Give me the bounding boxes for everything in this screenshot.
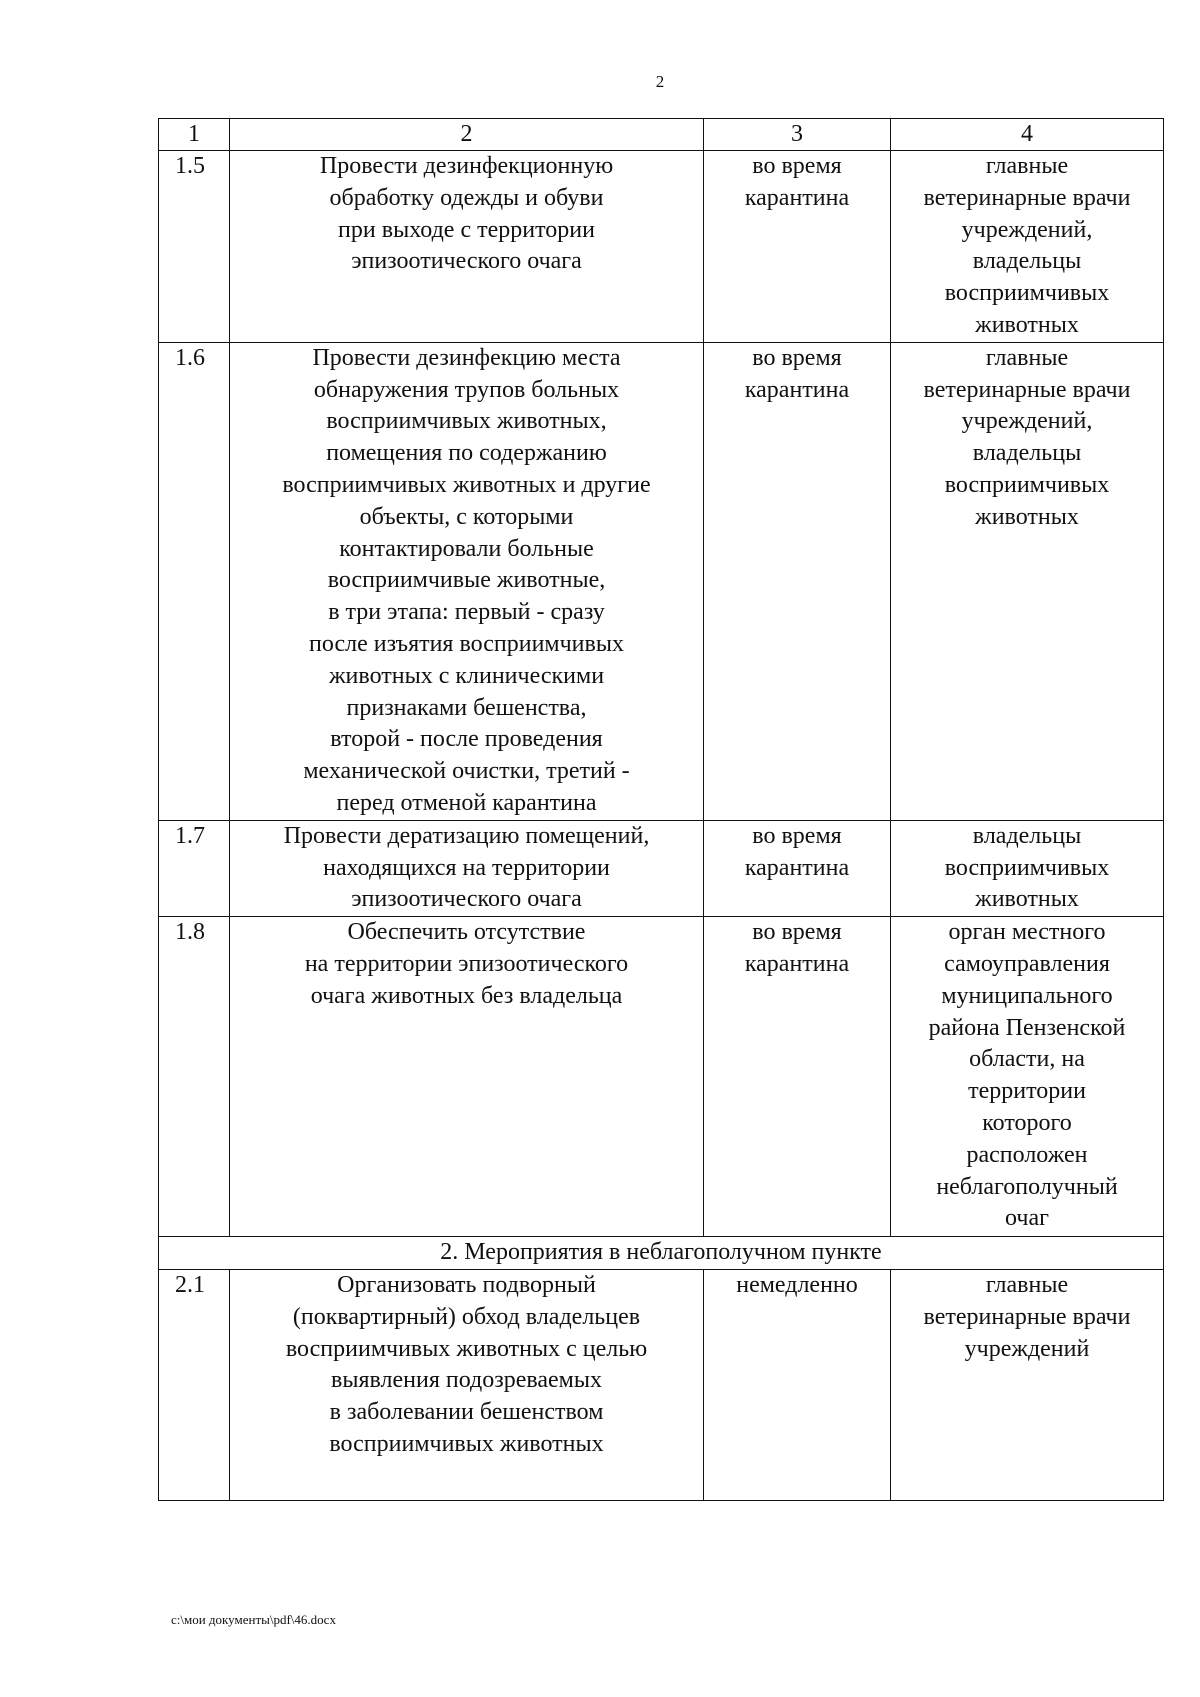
action-line: эпизоотического очага (351, 248, 582, 275)
term-line: карантина (744, 950, 850, 977)
responsible-line: восприимчивых (944, 854, 1110, 881)
term-cell (704, 917, 891, 1237)
action-line: помещения по содержанию (326, 440, 607, 467)
responsible-line: владельцы (972, 248, 1082, 275)
action-line: в три этапа: первый - сразу (328, 599, 605, 626)
action-line: животных с клиническими (328, 662, 605, 689)
action-line: признаками бешенства, (346, 694, 587, 721)
row-number: 1.6 (159, 342, 230, 820)
action-line: в заболевании бешенством (329, 1399, 604, 1426)
action-line: на территории эпизоотического (304, 950, 629, 977)
responsible-line: главные (985, 1271, 1069, 1298)
header-col-3: 3 (704, 119, 891, 151)
header-col-2: 2 (230, 119, 704, 151)
term-cell (704, 151, 891, 343)
action-line: восприимчивые животные, (327, 567, 606, 594)
responsible-cell (891, 917, 1164, 1237)
responsible-line: самоуправления (944, 950, 1110, 977)
responsible-line: животных (975, 886, 1079, 913)
responsible-line: которого (982, 1109, 1072, 1136)
measures-table (158, 118, 1164, 1501)
responsible-line: ветеринарные врачи (923, 1303, 1131, 1330)
header-col-1: 1 (159, 119, 230, 151)
section-2-title: 2. Мероприятия в неблагополучном пункте (159, 1237, 1164, 1270)
action-line: после изъятия восприимчивых (309, 630, 624, 657)
term-line: карантина (744, 184, 850, 211)
section-heading-row (159, 1237, 1164, 1270)
responsible-line: животных (975, 311, 1079, 338)
term-line: немедленно (736, 1271, 858, 1298)
table-header-row (159, 119, 1164, 151)
action-line: контактировали больные (339, 535, 594, 562)
action-cell (230, 342, 704, 820)
action-line: перед отменой карантина (336, 789, 597, 816)
responsible-cell (891, 342, 1164, 820)
responsible-cell (891, 820, 1164, 916)
term-line: во время (752, 153, 842, 179)
responsible-line: учреждений, (961, 408, 1093, 435)
action-line: восприимчивых животных и другие (282, 471, 651, 498)
action-line: Провести дезинфекционную (319, 153, 614, 179)
responsible-line: территории (968, 1078, 1086, 1105)
action-line: эпизоотического очага (351, 886, 582, 913)
action-line: восприимчивых животных с целью (285, 1335, 648, 1362)
responsible-line: восприимчивых (944, 280, 1110, 307)
term-line: карантина (744, 854, 850, 881)
row-number: 2.1 (159, 1269, 230, 1500)
responsible-line: учреждений (964, 1335, 1090, 1362)
action-cell (230, 151, 704, 343)
responsible-line: неблагополучный (936, 1173, 1118, 1200)
action-line: (поквартирный) обход владельцев (292, 1303, 641, 1330)
action-line: Организовать подворный (337, 1271, 596, 1298)
responsible-line: муниципального (941, 982, 1113, 1009)
table-row (159, 1269, 1164, 1500)
action-line: очага животных без владельца (310, 982, 623, 1009)
action-line: объекты, с которыми (359, 503, 574, 530)
responsible-line: учреждений, (961, 216, 1093, 243)
action-line: второй - после проведения (330, 726, 603, 753)
term-cell (704, 1269, 891, 1500)
action-line: обнаружения трупов больных (313, 376, 620, 403)
responsible-line: ветеринарные врачи (923, 376, 1131, 403)
responsible-line: восприимчивых (944, 471, 1110, 498)
responsible-line: ветеринарные врачи (923, 184, 1131, 211)
table-row (159, 820, 1164, 916)
action-cell (230, 1269, 704, 1500)
action-line: Провести дератизацию помещений, (283, 822, 650, 849)
table-row (159, 917, 1164, 1237)
action-line: восприимчивых животных (329, 1430, 604, 1457)
responsible-line: расположен (966, 1141, 1088, 1168)
responsible-line: животных (975, 503, 1079, 530)
term-cell (704, 342, 891, 820)
page-number: 2 (655, 72, 665, 91)
action-line: обработку одежды и обуви (329, 184, 604, 211)
responsible-line: очаг (1005, 1205, 1049, 1232)
table-row (159, 151, 1164, 343)
action-line: Провести дезинфекцию места (312, 344, 621, 371)
header-col-4: 4 (891, 119, 1164, 151)
term-line: во время (752, 344, 842, 371)
term-line: карантина (744, 376, 850, 403)
action-line: восприимчивых животных, (326, 408, 607, 435)
row-number: 1.5 (159, 151, 230, 343)
row-number: 1.8 (159, 917, 230, 1237)
term-line: во время (752, 919, 842, 946)
responsible-line: владельцы (972, 440, 1082, 467)
term-cell (704, 820, 891, 916)
action-line: механической очистки, третий - (303, 758, 630, 785)
action-cell (230, 917, 704, 1237)
responsible-cell (891, 1269, 1164, 1500)
action-line: при выходе с территории (338, 216, 595, 243)
responsible-line: района Пензенской (928, 1014, 1126, 1041)
footer-file-path: c:\мои документы\pdf\46.docx (171, 1612, 336, 1627)
row-number: 1.7 (159, 820, 230, 916)
action-line: находящихся на территории (323, 854, 610, 881)
term-line: во время (752, 822, 842, 849)
responsible-line: орган местного (948, 919, 1106, 946)
responsible-line: главные (985, 153, 1069, 179)
action-cell (230, 820, 704, 916)
table-row (159, 342, 1164, 820)
action-line: выявления подозреваемых (331, 1367, 602, 1394)
responsible-line: области, на (969, 1046, 1085, 1073)
responsible-line: главные (985, 344, 1069, 371)
responsible-line: владельцы (972, 822, 1082, 849)
action-line: Обеспечить отсутствие (347, 919, 586, 946)
responsible-cell (891, 151, 1164, 343)
